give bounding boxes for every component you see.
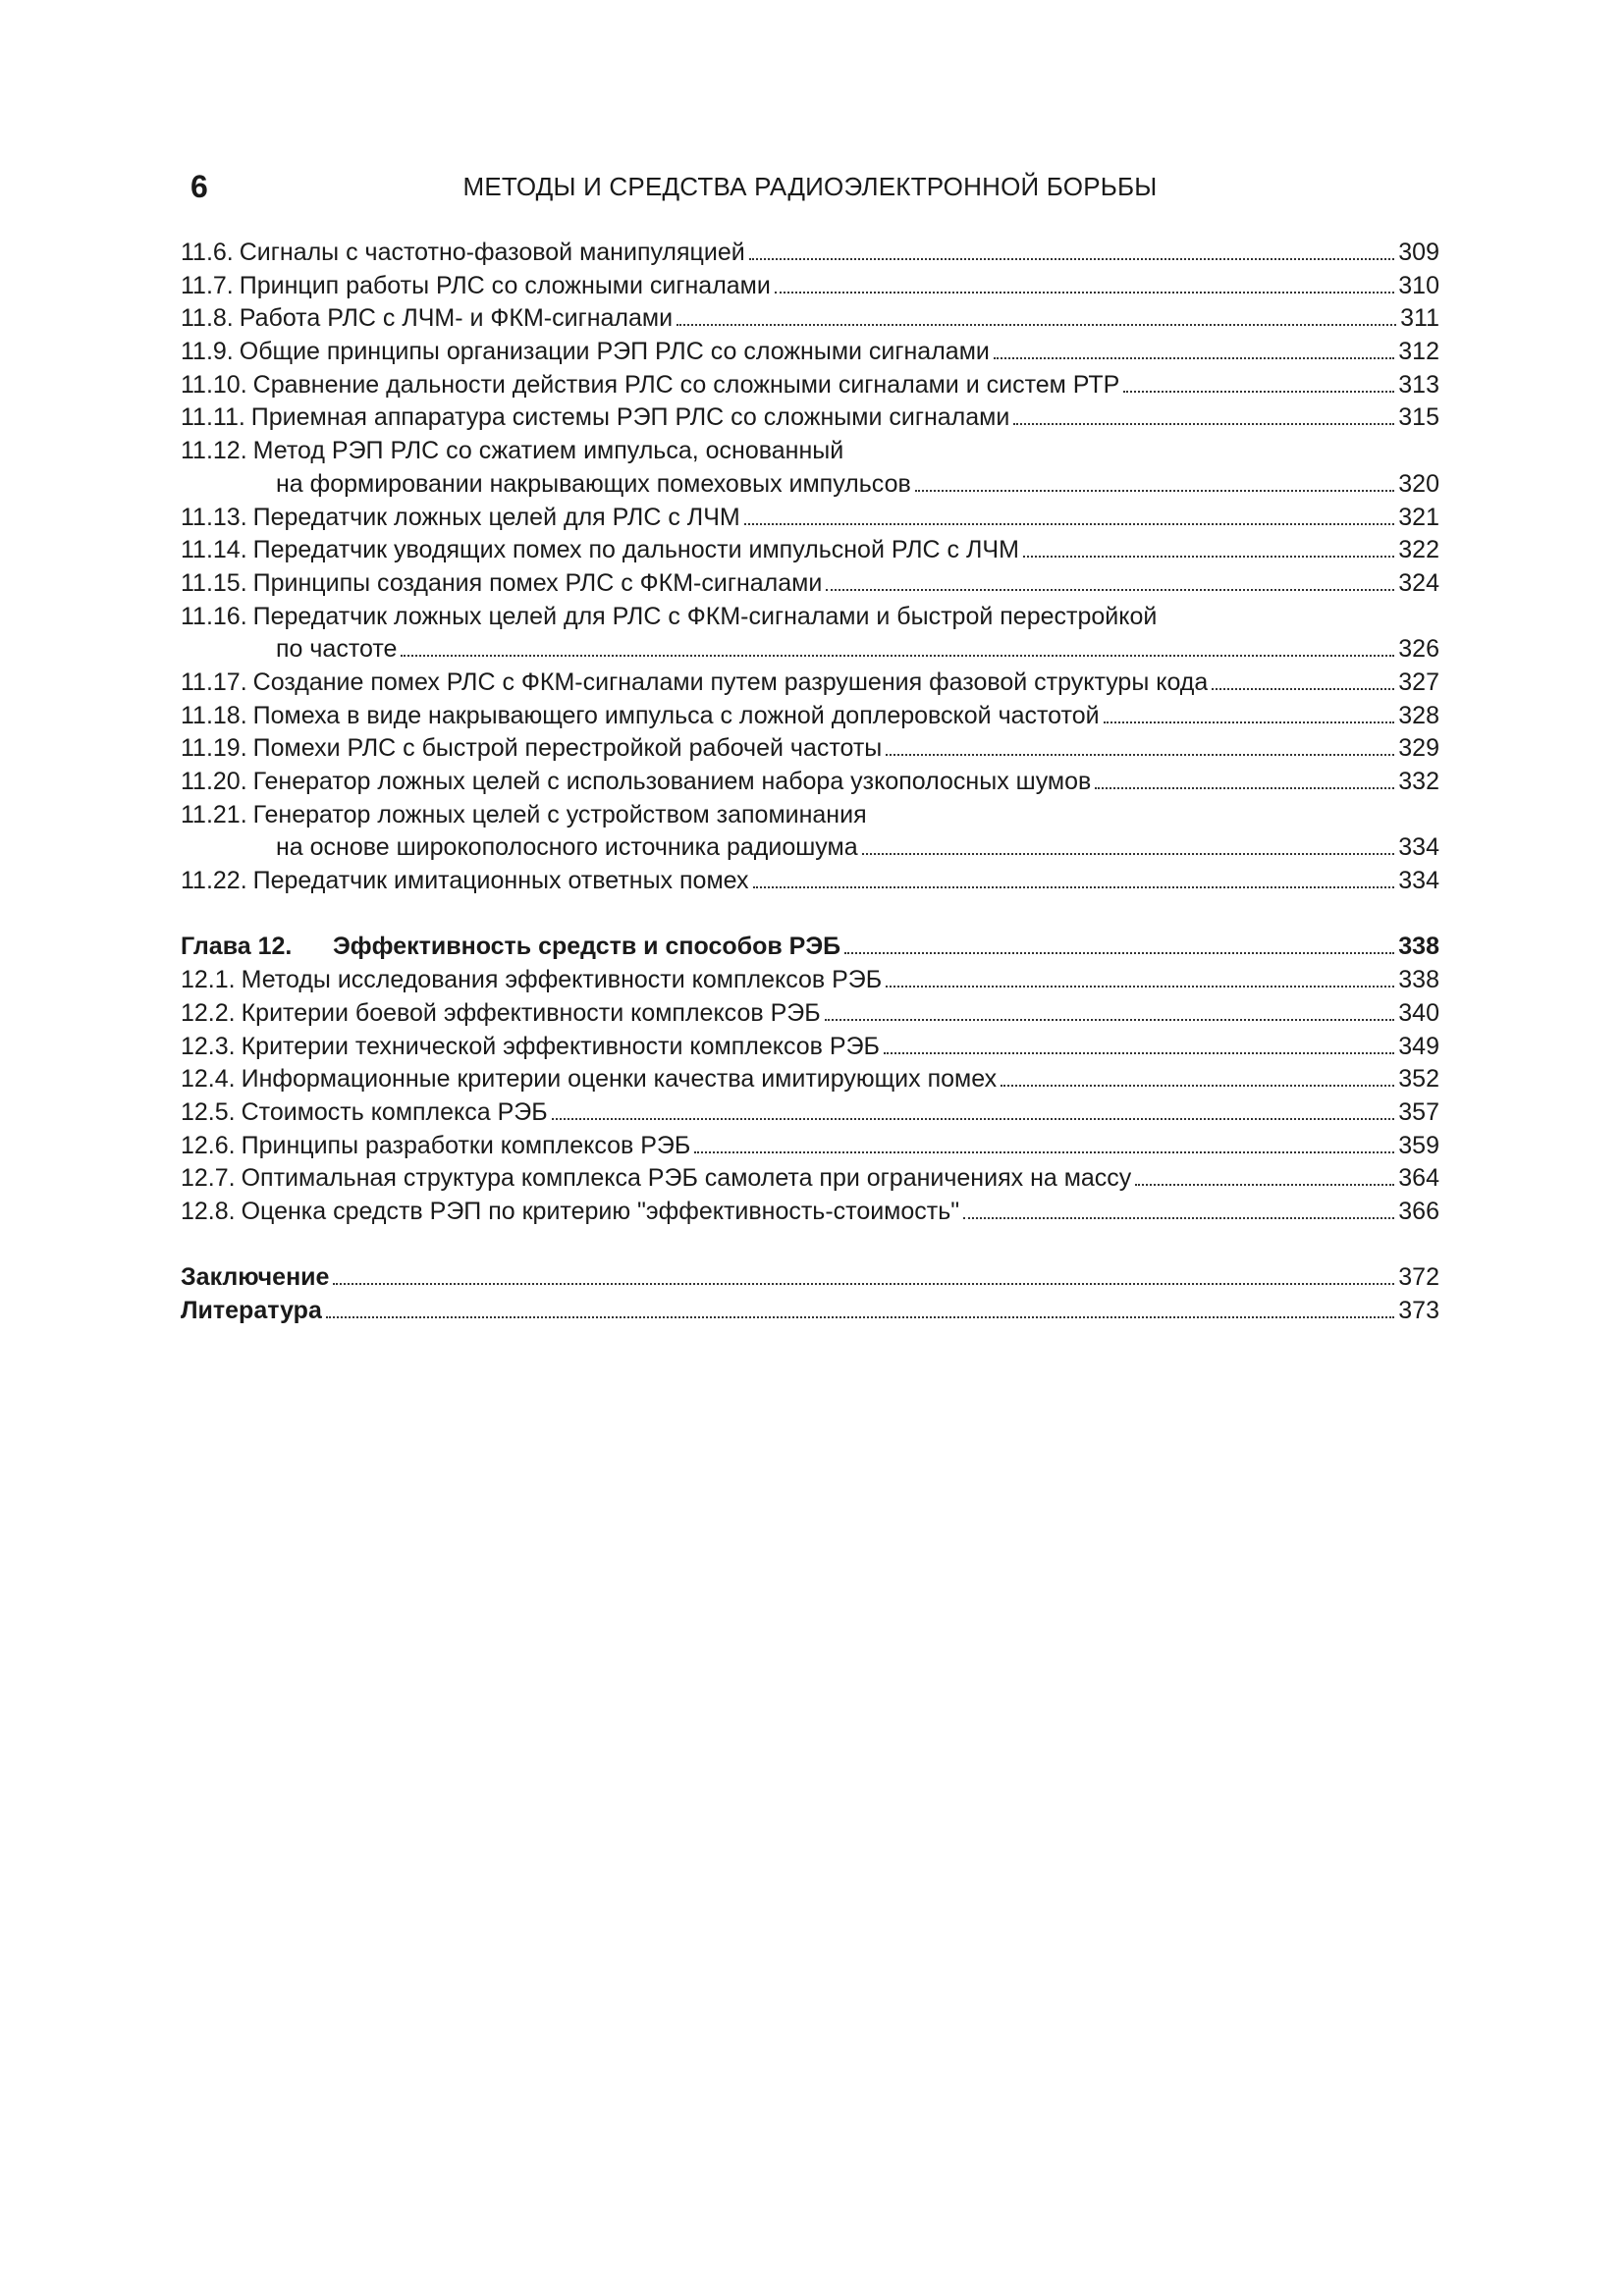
dot-leader xyxy=(884,1052,1394,1054)
dot-leader xyxy=(1013,423,1394,425)
dot-leader xyxy=(915,490,1395,492)
toc-entry-11-8[interactable] xyxy=(181,302,1439,336)
toc-entry-number: 12.5. xyxy=(181,1097,236,1126)
toc-entry-11-11[interactable] xyxy=(181,401,1439,435)
section-spacer xyxy=(181,1229,1439,1262)
dot-leader xyxy=(886,986,1394,988)
toc-entry-title: Сравнение дальности действия РЛС со сложными сигналами и систем РТР xyxy=(252,370,1120,399)
toc-entry-number: 12.7. xyxy=(181,1164,236,1193)
toc-entry-11-19[interactable] xyxy=(181,732,1439,766)
toc-entry-page: 310 xyxy=(1398,271,1439,299)
toc-entry-number: 11.9. xyxy=(181,338,234,366)
toc-entry-11-22[interactable] xyxy=(181,865,1439,898)
toc-chapter-12[interactable] xyxy=(181,931,1439,964)
toc-entry-number: 11.16. xyxy=(181,602,247,630)
toc-entry-page: 340 xyxy=(1398,998,1439,1027)
toc-entry-title: Метод РЭП РЛС со сжатием импульса, основанный xyxy=(252,437,844,465)
conclusion-title: Заключение xyxy=(181,1263,330,1292)
toc-entry-page: 312 xyxy=(1398,338,1439,366)
toc-entry-page: 338 xyxy=(1398,933,1439,961)
toc-entry-title: Приемная аппаратура системы РЭП РЛС со сложными сигналами xyxy=(250,403,1010,432)
toc-entry-11-20[interactable] xyxy=(181,766,1439,799)
toc-entry-12-8[interactable] xyxy=(181,1196,1439,1229)
toc-entry-page: 327 xyxy=(1398,667,1439,696)
toc-entry-11-13[interactable] xyxy=(181,502,1439,535)
toc-entry-11-17[interactable] xyxy=(181,667,1439,700)
toc-entry-11-9[interactable] xyxy=(181,336,1439,369)
toc-entry-title: Оптимальная структура комплекса РЭБ самолета при ограничениях на массу xyxy=(241,1164,1132,1193)
toc-entry-11-16[interactable] xyxy=(181,601,1439,634)
dot-leader xyxy=(694,1151,1394,1153)
toc-entry-11-21[interactable] xyxy=(181,799,1439,832)
dot-leader xyxy=(1001,1085,1394,1087)
toc-entry-page: 324 xyxy=(1398,568,1439,597)
dot-leader xyxy=(825,1019,1395,1021)
toc-entry-number: 11.11. xyxy=(181,403,245,432)
toc-entry-page: 326 xyxy=(1398,635,1439,664)
toc-entry-title: Помехи РЛС с быстрой перестройкой рабочей частоты xyxy=(252,734,883,763)
toc-entry-page: 373 xyxy=(1398,1297,1439,1324)
toc-entry-page: 334 xyxy=(1398,833,1439,862)
toc-entry-number: 11.8. xyxy=(181,304,234,333)
toc-entry-12-3[interactable] xyxy=(181,1031,1439,1064)
toc-entry-page: 315 xyxy=(1398,403,1439,432)
toc-entry-11-21-cont[interactable] xyxy=(181,831,1439,865)
toc-entry-number: 11.14. xyxy=(181,536,247,564)
toc-entry-page: 309 xyxy=(1398,239,1439,266)
chapter-title: Эффективность средств и способов РЭБ xyxy=(333,933,841,961)
dot-leader xyxy=(753,886,1395,888)
toc-entry-number: 11.13. xyxy=(181,503,247,531)
toc-entry-12-7[interactable] xyxy=(181,1162,1439,1196)
dot-leader xyxy=(1104,721,1395,723)
toc-entry-number: 11.21. xyxy=(181,800,247,828)
toc-entry-title: Передатчик ложных целей для РЛС с ФКМ-сигналами и быстрой перестройкой xyxy=(252,602,1158,630)
dot-leader xyxy=(826,589,1394,591)
dot-leader xyxy=(401,655,1394,657)
toc-entry-page: 329 xyxy=(1398,734,1439,763)
dot-leader xyxy=(844,952,1394,954)
toc-entry-11-14[interactable] xyxy=(181,534,1439,567)
toc-entry-title: Передатчик ложных целей для РЛС с ЛЧМ xyxy=(252,503,740,531)
toc-entry-title: Критерии боевой эффективности комплексов РЭБ xyxy=(241,998,821,1027)
toc-entry-page: 322 xyxy=(1398,536,1439,564)
toc-entry-12-1[interactable] xyxy=(181,964,1439,997)
page-header xyxy=(181,165,1439,208)
toc-entry-11-12[interactable] xyxy=(181,435,1439,468)
dot-leader xyxy=(963,1217,1394,1219)
page-number: 6 xyxy=(190,169,208,204)
toc-entry-title: Критерии технической эффективности комплексов РЭБ xyxy=(241,1032,880,1060)
toc-entry-title: Принципы создания помех РЛС с ФКМ-сигналами xyxy=(252,568,823,597)
toc-entry-title: Помеха в виде накрывающего импульса с ложной доплеровской частотой xyxy=(252,701,1100,729)
toc-conclusion[interactable] xyxy=(181,1261,1439,1295)
dot-leader xyxy=(744,523,1395,525)
toc-entry-page: 334 xyxy=(1398,867,1439,895)
dot-leader xyxy=(862,853,1395,855)
running-title: МЕТОДЫ И СРЕДСТВА РАДИОЭЛЕКТРОННОЙ БОРЬБЫ xyxy=(462,172,1158,201)
toc-entry-11-10[interactable] xyxy=(181,369,1439,402)
toc-entry-number: 12.8. xyxy=(181,1197,236,1225)
toc-entry-page: 359 xyxy=(1398,1131,1439,1159)
table-of-contents xyxy=(181,237,1439,1328)
toc-entry-page: 321 xyxy=(1398,503,1439,531)
dot-leader xyxy=(775,292,1394,294)
dot-leader xyxy=(1095,787,1394,789)
toc-entry-number: 11.18. xyxy=(181,701,247,729)
toc-entry-title: Генератор ложных целей с использованием набора узкополосных шумов xyxy=(252,768,1092,795)
toc-entry-page: 332 xyxy=(1398,768,1439,795)
toc-entry-number: 12.6. xyxy=(181,1131,236,1159)
dot-leader xyxy=(1123,391,1394,393)
toc-entry-title: Стоимость комплекса РЭБ xyxy=(241,1097,548,1126)
dot-leader xyxy=(326,1316,1394,1318)
toc-entry-11-12-cont[interactable] xyxy=(181,468,1439,502)
toc-entry-number: 12.2. xyxy=(181,998,236,1027)
toc-entry-number: 11.22. xyxy=(181,867,247,895)
toc-entry-11-7[interactable] xyxy=(181,270,1439,303)
toc-entry-number: 12.3. xyxy=(181,1032,236,1060)
toc-entry-title-continuation: по частоте xyxy=(276,635,398,664)
dot-leader xyxy=(1023,556,1394,558)
toc-entry-title: Оценка средств РЭП по критерию "эффективность-стоимость" xyxy=(241,1197,960,1225)
toc-entry-12-5[interactable] xyxy=(181,1096,1439,1130)
toc-entry-11-6[interactable] xyxy=(181,237,1439,270)
toc-entry-page: 364 xyxy=(1398,1164,1439,1193)
toc-entry-title: Информационные критерии оценки качества имитирующих помех xyxy=(241,1065,998,1094)
toc-entry-title: Генератор ложных целей с устройством запоминания xyxy=(252,800,867,828)
section-spacer xyxy=(181,898,1439,932)
toc-entry-page: 357 xyxy=(1398,1097,1439,1126)
toc-entry-page: 313 xyxy=(1398,370,1439,399)
toc-entry-number: 12.4. xyxy=(181,1065,236,1094)
dot-leader xyxy=(677,324,1396,326)
dot-leader xyxy=(886,754,1394,756)
toc-entry-page: 352 xyxy=(1398,1065,1439,1094)
dot-leader xyxy=(1135,1184,1394,1186)
toc-entry-title: Сигналы с частотно-фазовой манипуляцией xyxy=(239,239,745,266)
dot-leader xyxy=(333,1283,1394,1285)
toc-entry-12-4[interactable] xyxy=(181,1063,1439,1096)
toc-entry-page: 372 xyxy=(1398,1263,1439,1292)
toc-entry-number: 11.10. xyxy=(181,370,247,399)
toc-entry-title-continuation: на формировании накрывающих помеховых импульсов xyxy=(276,469,911,498)
toc-entry-page: 349 xyxy=(1398,1032,1439,1060)
toc-entry-title: Принципы разработки комплексов РЭБ xyxy=(241,1131,691,1159)
toc-entry-page: 328 xyxy=(1398,701,1439,729)
toc-entry-page: 366 xyxy=(1398,1197,1439,1225)
toc-entry-12-6[interactable] xyxy=(181,1130,1439,1163)
toc-entry-number: 11.20. xyxy=(181,768,247,795)
toc-entry-title: Методы исследования эффективности комплексов РЭБ xyxy=(241,966,883,994)
toc-entry-11-18[interactable] xyxy=(181,700,1439,733)
toc-entry-page: 338 xyxy=(1398,966,1439,994)
toc-entry-12-2[interactable] xyxy=(181,997,1439,1031)
dot-leader xyxy=(994,357,1394,359)
toc-entry-title: Передатчик имитационных ответных помех xyxy=(252,867,749,895)
toc-entry-number: 12.1. xyxy=(181,966,236,994)
toc-entry-title: Общие принципы организации РЭП РЛС со сложными сигналами xyxy=(239,338,990,366)
toc-entry-number: 11.7. xyxy=(181,271,234,299)
chapter-number: Глава 12. xyxy=(181,933,293,961)
toc-entry-title: Передатчик уводящих помех по дальности импульсной РЛС с ЛЧМ xyxy=(252,536,1019,564)
toc-entry-title: Создание помех РЛС с ФКМ-сигналами путем разрушения фазовой структуры кода xyxy=(252,667,1209,696)
toc-entry-page: 311 xyxy=(1400,304,1439,333)
literature-title: Литература xyxy=(181,1297,322,1324)
toc-entry-number: 11.19. xyxy=(181,734,247,763)
dot-leader xyxy=(749,258,1395,260)
toc-entry-title-continuation: на основе широкополосного источника радиошума xyxy=(276,833,858,862)
dot-leader xyxy=(1212,688,1394,690)
toc-entry-number: 11.6. xyxy=(181,239,234,266)
toc-entry-11-16-cont[interactable] xyxy=(181,633,1439,667)
toc-entry-page: 320 xyxy=(1398,469,1439,498)
toc-entry-title: Работа РЛС с ЛЧМ- и ФКМ-сигналами xyxy=(239,304,674,333)
toc-entry-11-15[interactable] xyxy=(181,567,1439,601)
toc-literature[interactable] xyxy=(181,1295,1439,1328)
toc-entry-number: 11.15. xyxy=(181,568,247,597)
toc-entry-title: Принцип работы РЛС со сложными сигналами xyxy=(239,271,771,299)
toc-entry-number: 11.12. xyxy=(181,437,247,465)
toc-entry-number: 11.17. xyxy=(181,667,247,696)
dot-leader xyxy=(552,1118,1395,1120)
